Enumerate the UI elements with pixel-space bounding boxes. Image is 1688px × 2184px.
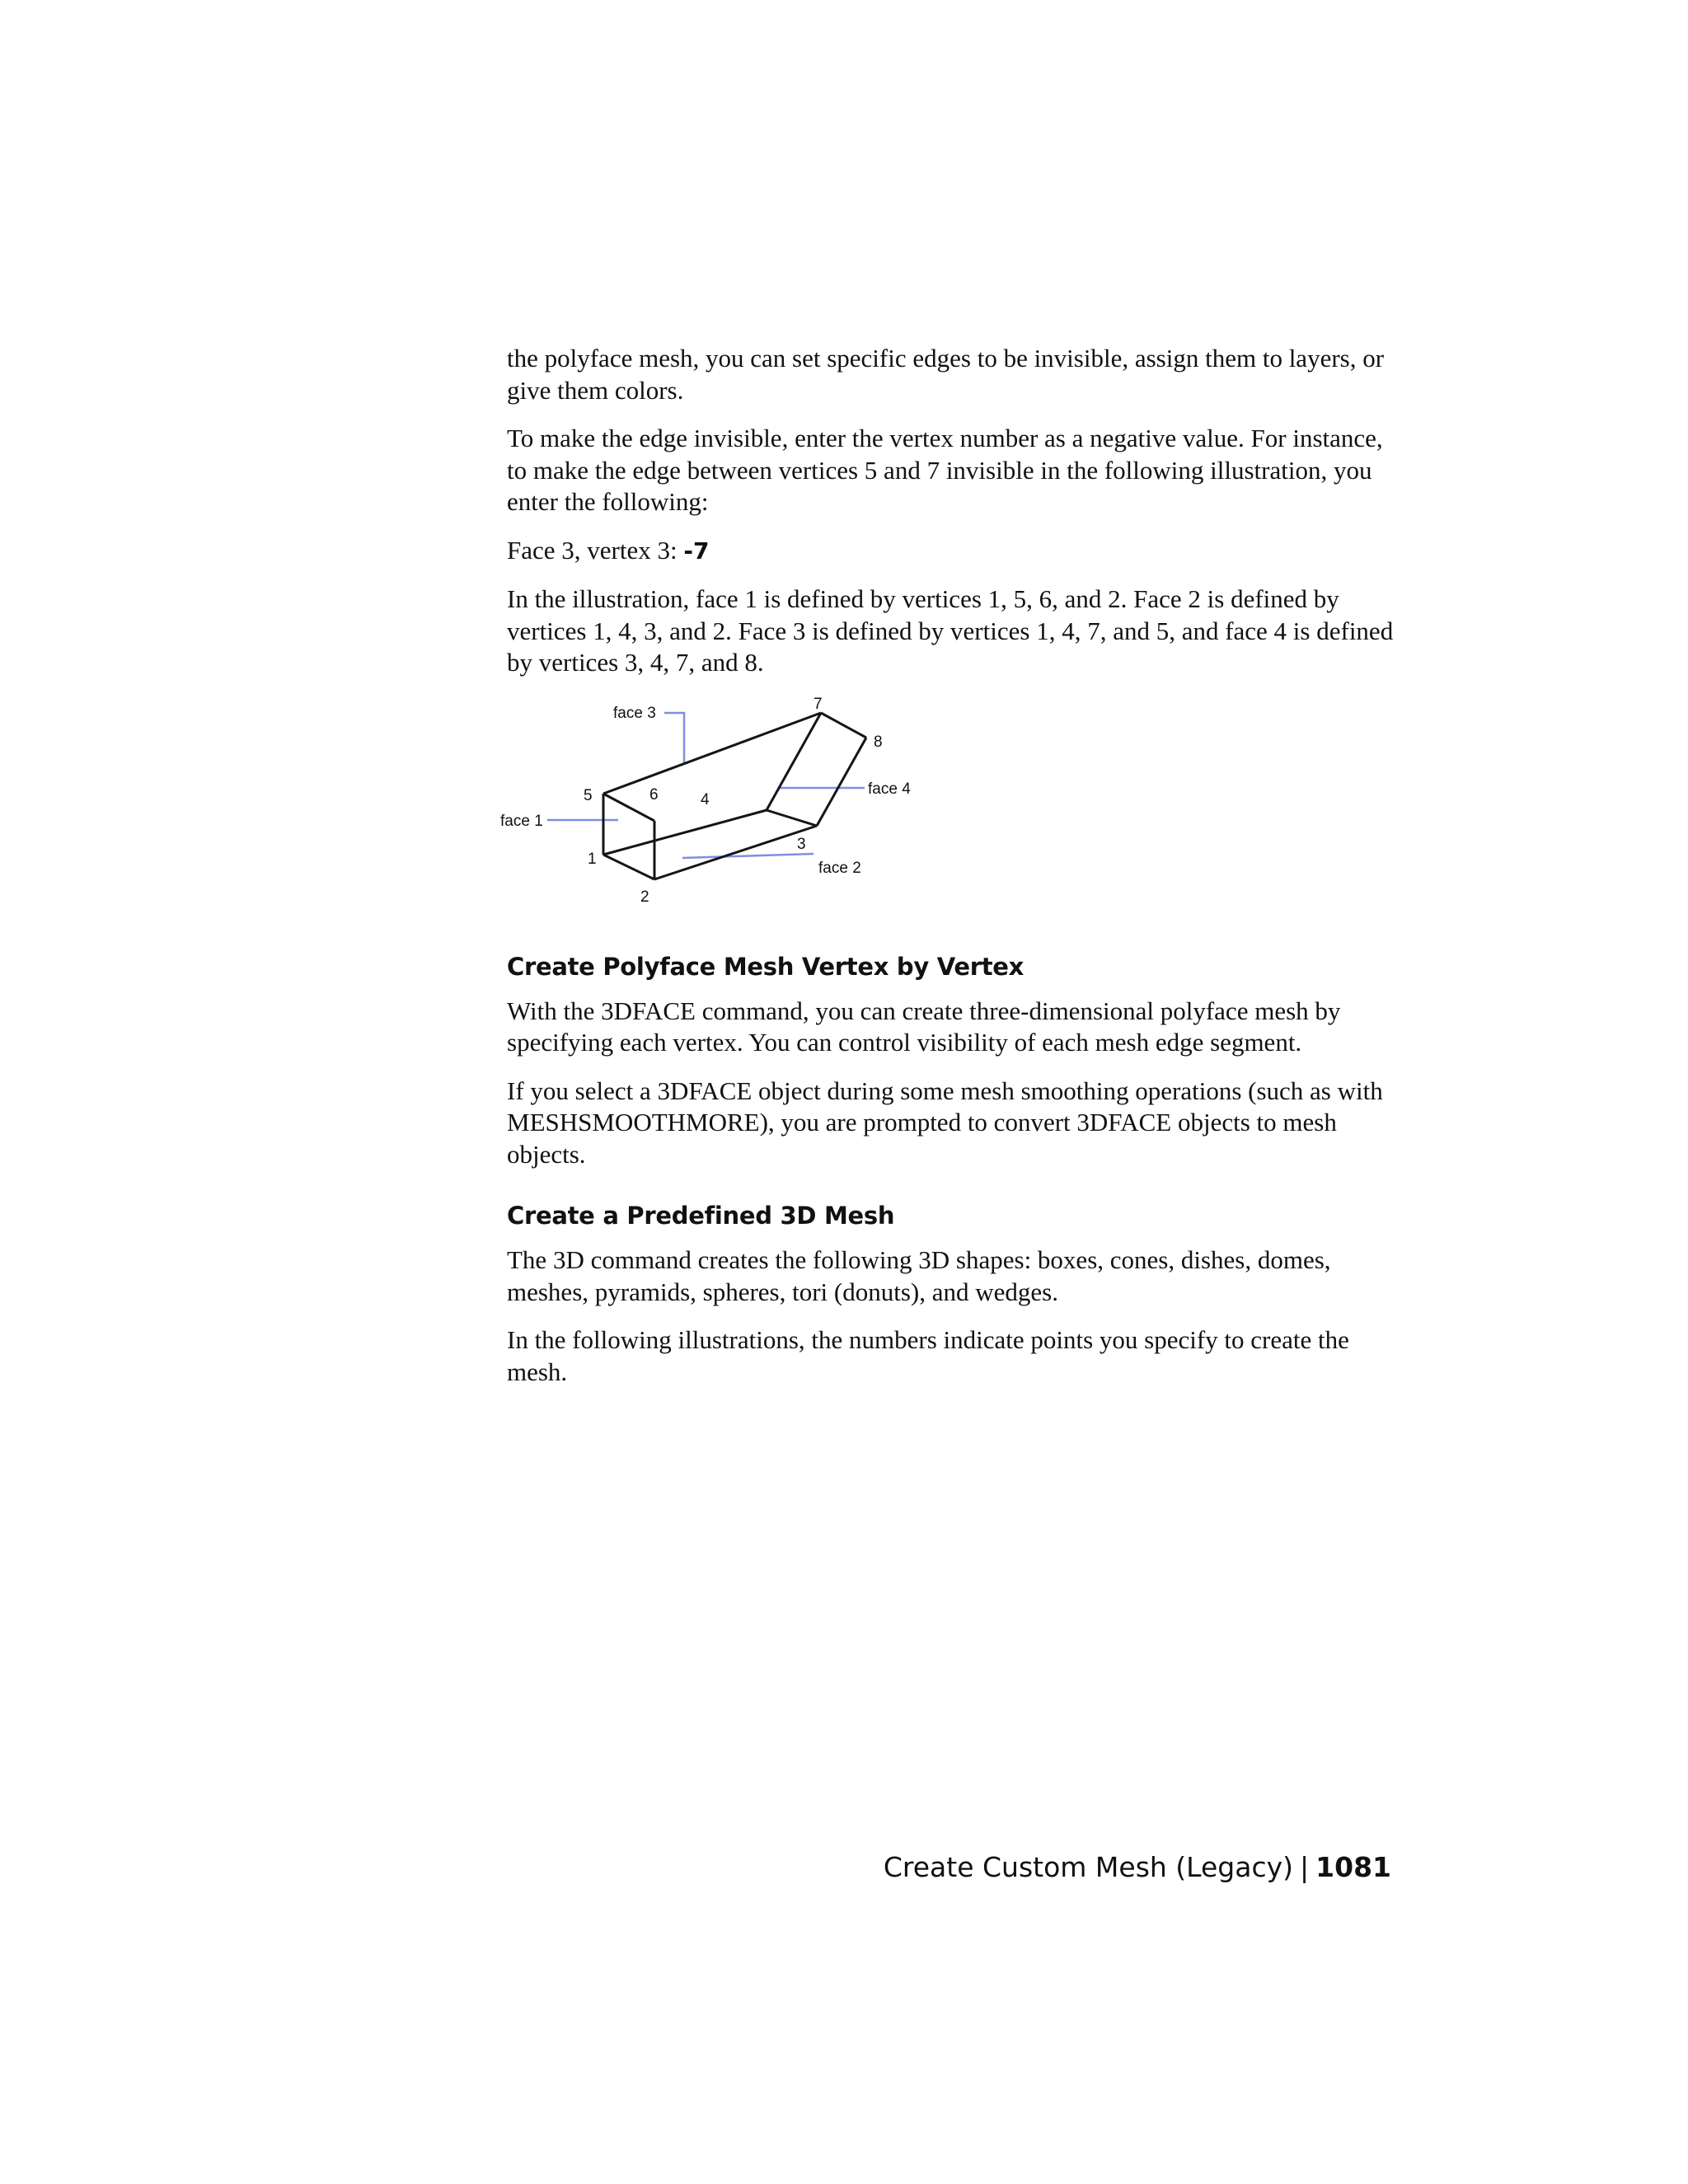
page-footer xyxy=(884,1851,1391,1883)
vertex-label-2: 2 xyxy=(640,888,649,906)
page-number: 1081 xyxy=(1315,1851,1391,1883)
mesh-edges xyxy=(603,713,866,879)
section-heading-predefined-mesh: Create a Predefined 3D Mesh xyxy=(507,1202,895,1230)
paragraph-3dface-command: With the 3DFACE command, you can create three-dimensional polyface mesh by specifying each vertex. You can control visibility of each mesh edge segment. xyxy=(507,996,1341,1057)
section-heading-vertex-by-vertex: Create Polyface Mesh Vertex by Vertex xyxy=(507,952,1025,981)
vertex-label-1: 1 xyxy=(588,850,597,868)
face4-label: face 4 xyxy=(868,780,911,798)
face3-label: face 3 xyxy=(613,704,656,722)
paragraph-3d-command-shapes: The 3D command creates the following 3D shapes: boxes, cones, dishes, domes, meshes, pyramids, spheres, tori (donuts), and wedges. xyxy=(507,1245,1331,1306)
vertex-label-7: 7 xyxy=(814,695,823,713)
paragraph-face-vertex-example xyxy=(507,535,1397,568)
footer-title: Create Custom Mesh (Legacy) xyxy=(883,1851,1294,1883)
paragraph-face-definitions: In the illustration, face 1 is defined by vertices 1, 5, 6, and 2. Face 2 is defined by vertices 1, 4, 3, and 2. Face 3 is defined by vertices 1, 4, 7, and 5, and face 4 is defined by vertices 3, 4, 7, and 8. xyxy=(507,584,1394,677)
face2-label: face 2 xyxy=(818,859,861,877)
paragraph-illustration-points: In the following illustrations, the numbers indicate points you specify to create the mesh. xyxy=(507,1325,1349,1386)
vertex-label-5: 5 xyxy=(584,786,593,804)
mesh-diagram xyxy=(500,696,929,918)
polyface-mesh-illustration xyxy=(500,696,929,918)
paragraph-invisible-edge: To make the edge invisible, enter the vertex number as a negative value. For instance, to make the edge between vertices 5 and 7 invisible in the following illustration, you enter the following: xyxy=(507,424,1383,516)
vertex-label-8: 8 xyxy=(874,733,883,751)
face3-callout xyxy=(664,713,684,765)
page-content xyxy=(500,343,1397,1404)
face2-callout xyxy=(682,854,814,858)
paragraph-3dface-smoothing: If you select a 3DFACE object during some mesh smoothing operations (such as with MESHSMOOTHMORE), you are prompted to convert 3DFACE objects to mesh objects. xyxy=(507,1076,1383,1169)
example-prefix: Face 3, vertex 3: xyxy=(507,535,684,565)
face1-label: face 1 xyxy=(500,812,543,830)
paragraph-polyface-edges: the polyface mesh, you can set specific edges to be invisible, assign them to layers, or give them colors. xyxy=(507,344,1385,405)
callout-lines xyxy=(547,713,865,858)
footer-separator: | xyxy=(1300,1851,1310,1883)
example-value: -7 xyxy=(683,537,710,565)
vertex-label-3: 3 xyxy=(797,835,806,853)
vertex-label-6: 6 xyxy=(649,785,659,804)
vertex-label-4: 4 xyxy=(701,790,710,808)
